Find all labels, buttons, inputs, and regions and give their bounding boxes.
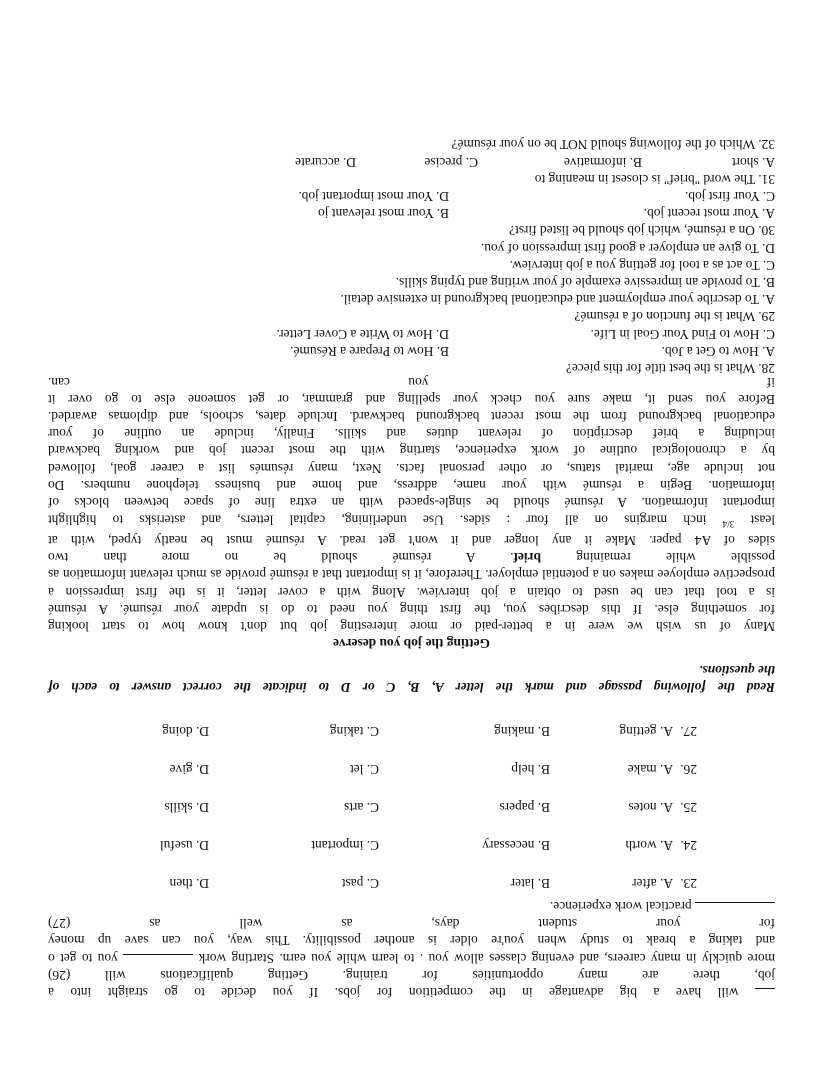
q30-option-c[interactable]: C. Your first job. <box>684 189 775 205</box>
q28-option-a[interactable]: A. How to Get a Job. <box>661 343 775 359</box>
cloze-line-6: practical work experience. <box>48 898 775 915</box>
passage-title: Getting the job you deserve <box>333 636 490 651</box>
reading-passage: Many of us wish we were in a better-paid or more interesting job but don't know how to start looking for something else. If this describes you, the first thing you need to do is update your résumé. A résumé is a tool that can be used to obtain a job interview. Along with a cover letter, it is the first impression a prospective employee makes on a potential employer. Therefore, it is important that a résumé provide as much relevant information as possible while remaining brief. A résumé should be no more than two sides of A4 paper. Make it any longer and it won't get read. A résumé must be neatly typed, with at least $^{3/4}$ inch margins on all four : sides. Use underlining, capital letters, and asterisks to highlight important information. A résumé should be single-spaced with an extra line of space between blocks of information. Begin a résumé with your name, address, and home and business telephone numbers. Do not include age, marital status, or other personal facts. Next, many résumés list a career goal, followed by a chronological outline of work experience, starting with the most recent job and working backward including a brief description of relevant duties and skills. Finally, include an outline of your educational background from the most recent background backward. Include dates, schools, and diplomas awarded. Before you send it, make sure you check your spelling and grammar, or get someone else to go over it if you can. <box>47 374 775 634</box>
cloze-line-1: will have a big advantage in the competition for jobs. If you decide to go straight into a <box>48 984 775 1001</box>
cloze-passage <box>48 898 775 1001</box>
q29-option-b[interactable]: B. To provide an impressive example of your writing and typing skills. <box>395 275 775 291</box>
q31-option-c[interactable]: C. precise <box>424 154 478 170</box>
q29-option-a[interactable]: A. To describe your employment and educational background in extensive detail. <box>340 292 775 308</box>
q31-option-b[interactable]: B. informative <box>563 154 642 170</box>
q28-option-c[interactable]: C. How to Find Your Goal in Life. <box>590 326 775 342</box>
question-28: 28. What is the best title for this piece? <box>565 361 775 376</box>
q30-option-d[interactable]: D. Your most important job. <box>298 189 449 205</box>
blank-26[interactable] <box>123 954 193 967</box>
question-32: 32. Which of the following should NOT be on your résumé? <box>451 137 775 153</box>
q29-option-d[interactable]: D. To give an employer a good first impression of you. <box>480 240 775 256</box>
q29-option-c[interactable]: C. To act as a tool for getting you a job interview. <box>509 257 775 273</box>
cloze-line-3: more quickly in many careers, and evening classes allow you . to learn while you earn. Starting work you to get o <box>48 950 775 966</box>
reading-instruction-cont: the questions. <box>699 663 775 678</box>
question-30: 30. On a résumé, which job should be listed first? <box>509 223 775 239</box>
reading-instruction: Read the following passage and mark the letter A, B, C or D to indicate the correct answer to each of <box>48 680 775 695</box>
question-31: 31. The word "brief" is closest in meaning to <box>534 171 775 187</box>
leading-blank <box>755 988 775 1001</box>
option-row-25: 25. A. notes B. papers C. arts D. skills <box>164 800 697 815</box>
q31-option-a[interactable]: A. short <box>731 154 775 170</box>
cloze-line-4: and taking a break to study when you're older is another possibility. This way, you can save up money <box>48 933 775 949</box>
question-29: 29. What is the function of a résumé? <box>574 309 775 325</box>
q30-option-b[interactable]: B. Your most relevant jo <box>318 206 449 222</box>
q28-option-b[interactable]: B. How to Prepare a Résumé. <box>290 343 449 359</box>
option-row-27: 27. A. getting B. making C. taking D. doing <box>162 724 697 739</box>
blank-27[interactable] <box>695 902 775 915</box>
cloze-options <box>48 712 775 892</box>
q31-option-d[interactable]: D. accurate <box>295 154 356 170</box>
q28-option-d[interactable]: D. How to Write a Cover Letter. <box>276 326 449 342</box>
option-row-24: 24. A. worth B. necessary C. important D. useful <box>159 838 697 853</box>
cloze-line-5: for your student days, as well as (27) <box>48 916 775 932</box>
option-row-23: 23. A. after B. later C. past D. then <box>169 876 697 891</box>
option-row-26: 26. A. make B. help C. let D. give <box>169 762 697 777</box>
q30-option-a[interactable]: A. Your most recent job. <box>643 206 775 222</box>
questions <box>48 136 775 377</box>
cloze-line-2: job, there are many opportunities for training. Getting qualifications will (26) <box>48 967 775 983</box>
